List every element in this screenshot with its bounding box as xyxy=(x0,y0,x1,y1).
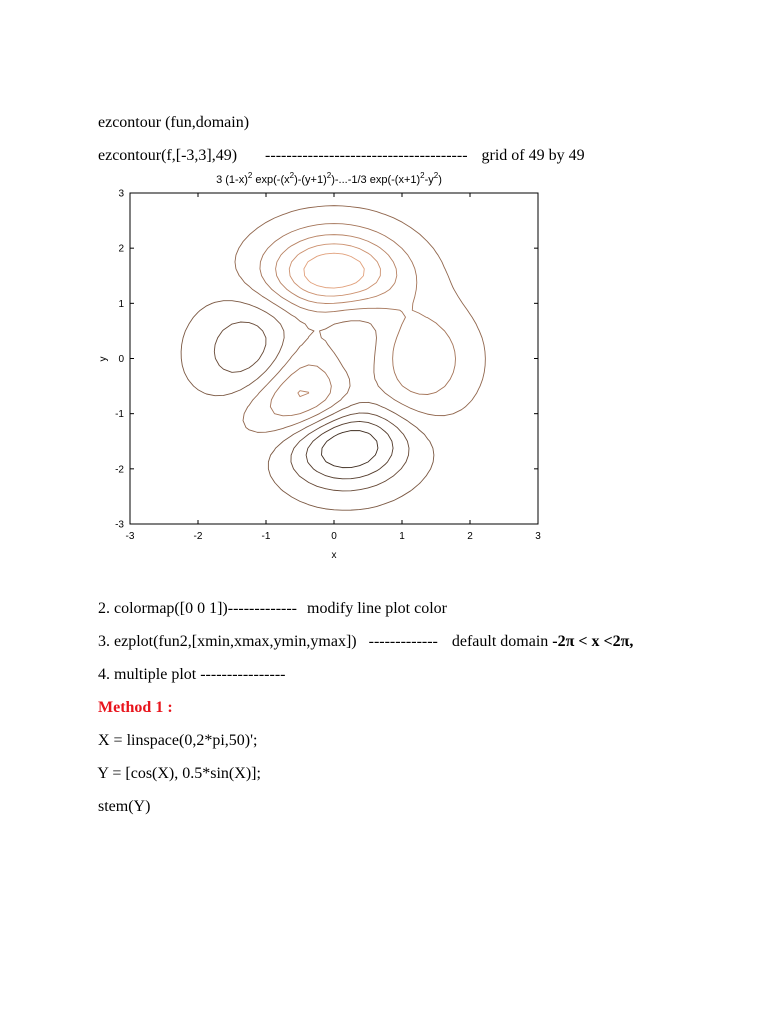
ezcontour-example-line xyxy=(90,126,585,166)
chart-title: 3 $(1-x)^2$ $\exp(-(x^2)-(y+1)^2)-...-1/3$ $\exp(-(x+1)^2-y^2)$ xyxy=(216,171,442,186)
default-domain-range: -2π < x <2π, xyxy=(552,633,634,650)
contour-level-line xyxy=(181,301,434,511)
default-domain-note: default domain xyxy=(451,633,549,650)
colormap-code: 2. colormap([0 0 1])------------- xyxy=(98,600,297,617)
code-line-1-text: X = linspace(0,2*pi,50)'; xyxy=(98,732,258,749)
x-tick-label: 1 xyxy=(399,531,405,542)
x-tick-label: 3 xyxy=(535,531,541,542)
contour-level-line xyxy=(260,224,456,416)
y-tick-label: -1 xyxy=(115,409,124,421)
contour-level-line xyxy=(304,253,364,288)
method-heading-text: Method 1 : xyxy=(98,699,173,716)
y-tick-label: 0 xyxy=(118,354,124,365)
x-tick-label: 0 xyxy=(331,531,337,542)
contour-level-line xyxy=(322,431,378,468)
contour-figure xyxy=(96,166,556,566)
ezplot-code: 3. ezplot(fun2,[xmin,xmax,ymin,ymax]) xyxy=(98,633,357,650)
y-tick-label: 2 xyxy=(118,243,124,255)
separator-dashes: ------------- xyxy=(368,633,438,650)
x-axis-label: x xyxy=(331,550,337,561)
ezcontour-signature-text: ezcontour (fun,domain) xyxy=(98,114,250,131)
contour-lines xyxy=(181,206,485,511)
separator-dashes: -------------------------------------- xyxy=(265,147,468,164)
x-tick-label: -2 xyxy=(193,531,203,542)
x-tick-label: 2 xyxy=(467,531,473,542)
y-axis-label: y xyxy=(98,356,109,362)
contour-level-line xyxy=(306,421,393,478)
y-tick-label: 3 xyxy=(118,188,124,200)
y-tick-label: -3 xyxy=(115,519,124,531)
grid-note: grid of 49 by 49 xyxy=(481,147,585,164)
y-tick-label: 1 xyxy=(118,298,124,310)
ezcontour-example-code: ezcontour(f,[-3,3],49) xyxy=(98,147,238,164)
code-line-3-text: stem(Y) xyxy=(98,798,151,815)
code-line-2-text: Y = [cos(X), 0.5*sin(X)]; xyxy=(97,765,261,782)
x-tick-label: -1 xyxy=(261,531,271,542)
plot-frame xyxy=(130,193,538,524)
contour-level-line xyxy=(214,322,409,491)
multiple-plot-text: 4. multiple plot ---------------- xyxy=(98,666,286,683)
code-line-3 xyxy=(90,777,150,817)
x-tick-label: -3 xyxy=(125,531,135,542)
colormap-note: modify line plot color xyxy=(307,600,447,617)
y-tick-label: -2 xyxy=(115,464,124,476)
